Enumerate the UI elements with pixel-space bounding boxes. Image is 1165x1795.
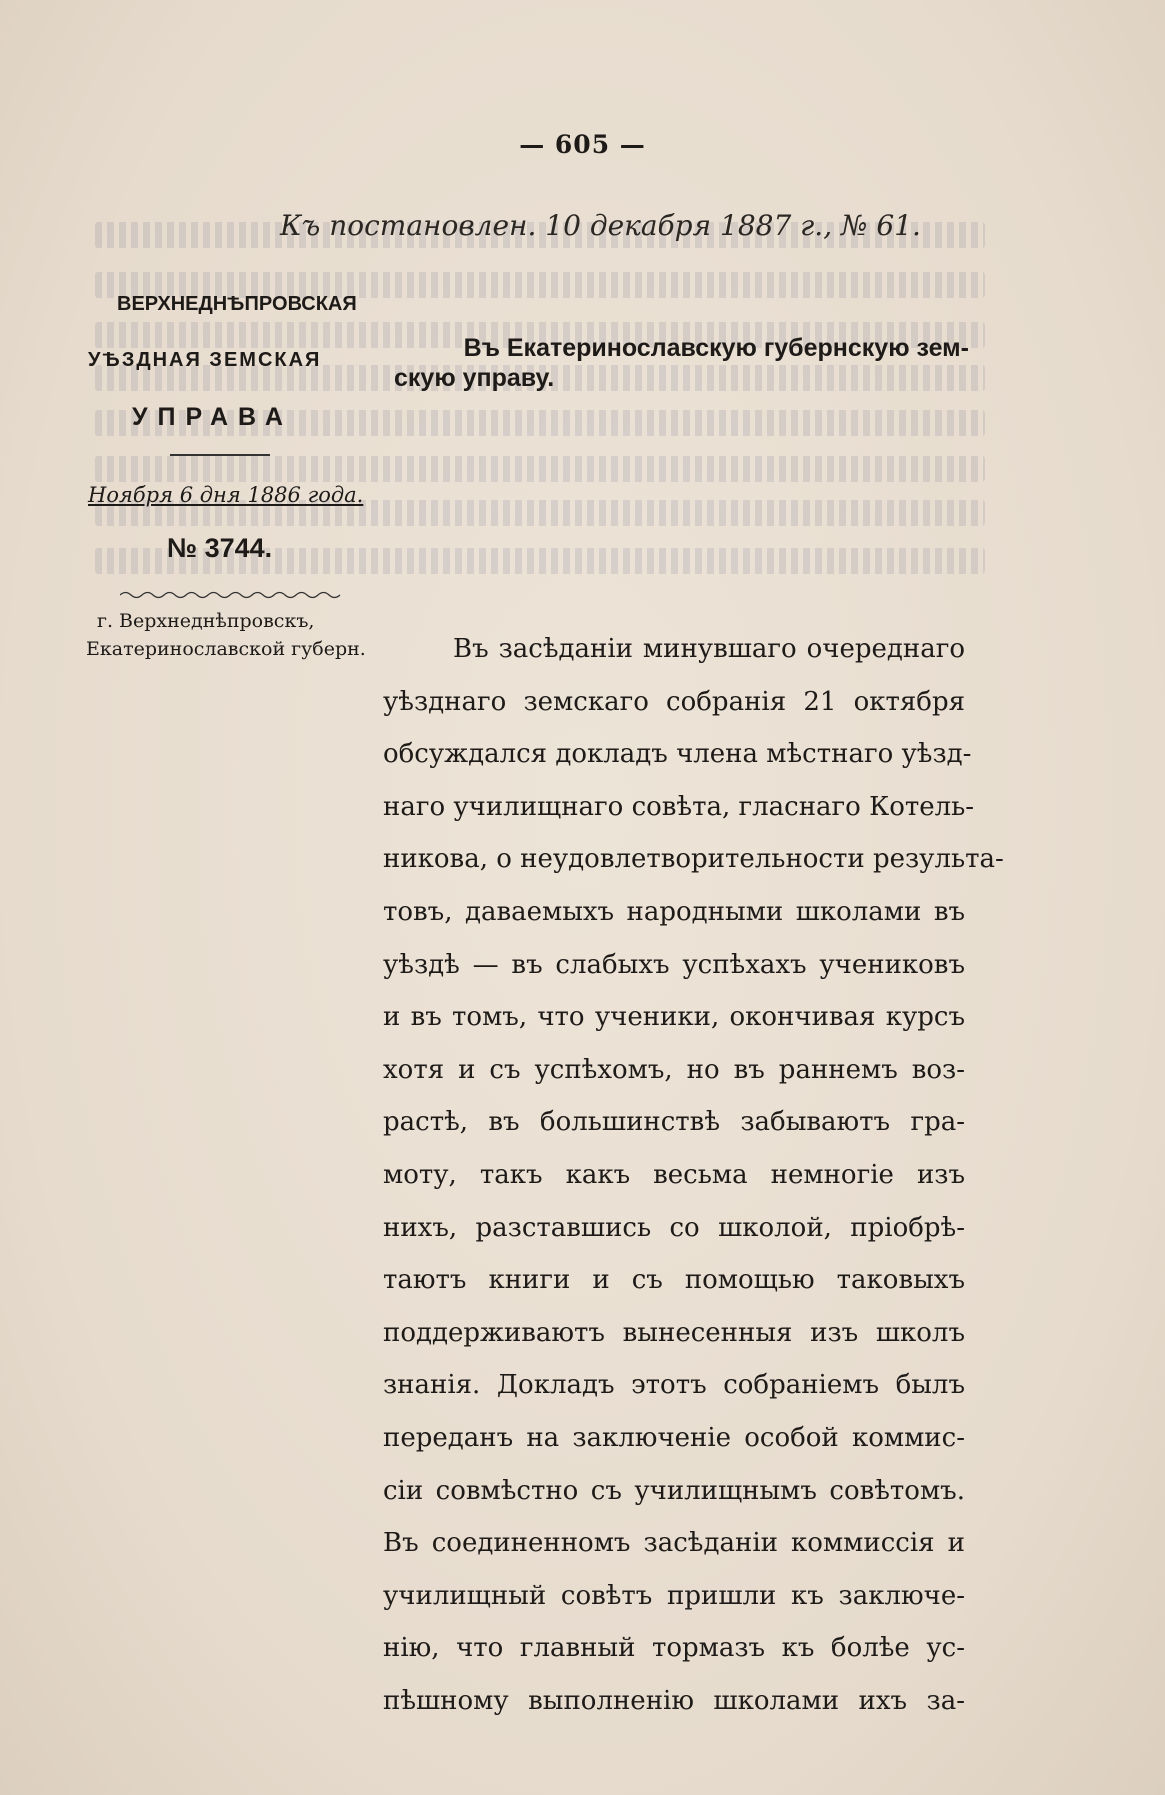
document-date: Ноября 6 дня 1886 года.: [88, 483, 364, 507]
body-line: поддерживаютъ вынесенныя изъ школъ: [383, 1317, 965, 1348]
body-line: нію, что главный тормазъ къ болѣе ус-: [383, 1633, 965, 1664]
body-line: сіи совмѣстно съ училищнымъ совѣтомъ.: [383, 1475, 965, 1506]
body-line: Въ засѣданіи минувшаго очереднаго: [453, 634, 965, 664]
addressee-line-1: Въ Екатеринославскую губернскую зем-: [463, 334, 969, 362]
sender-line-3: УПРАВА: [132, 403, 293, 431]
body-line: никова, о неудовлетворительности результа-: [383, 844, 1004, 875]
body-line: хотя и съ успѣхомъ, но въ раннемъ воз-: [383, 1054, 965, 1085]
body-line: Въ соединенномъ засѣданіи коммиссія и: [383, 1528, 965, 1559]
reference-note: Къ постановлен. 10 декабря 1887 г., № 61.: [280, 209, 921, 242]
body-line: пѣшному выполненію школами ихъ за-: [383, 1685, 965, 1716]
body-line: растѣ, въ большинствѣ забываютъ гра-: [383, 1107, 965, 1138]
body-line: таютъ книги и съ помощью таковыхъ: [383, 1265, 965, 1296]
divider: [170, 454, 270, 456]
body-line: уѣздѣ — въ слабыхъ успѣхахъ учениковъ: [383, 949, 965, 980]
body-line: нихъ, разставшись со школой, пріобрѣ-: [383, 1212, 965, 1243]
body-line: уѣзднаго земскаго собранія 21 октября: [383, 686, 965, 717]
addressee-line-2: скую управу.: [394, 364, 555, 392]
document-number: № 3744.: [167, 533, 273, 563]
body-line: и въ томъ, что ученики, окончивая курсъ: [383, 1002, 965, 1033]
body-line: моту, такъ какъ весьма немногіе изъ: [383, 1159, 965, 1190]
body-line: товъ, даваемыхъ народными школами въ: [383, 896, 965, 927]
page-number: — 605 —: [519, 130, 646, 159]
sender-line-2: УѢЗДНАЯ ЗЕМСКАЯ: [88, 349, 322, 371]
body-line: училищный совѣтъ пришли къ заключе-: [383, 1580, 965, 1611]
body-line: знанія. Докладъ этотъ собраніемъ былъ: [383, 1370, 965, 1401]
addressee: [394, 333, 969, 393]
body-line: переданъ на заключеніе особой коммис-: [383, 1422, 965, 1453]
bleed-through-line: [95, 456, 985, 482]
body-line: обсуждался докладъ члена мѣстнаго уѣзд-: [383, 739, 972, 770]
wavy-divider: [120, 590, 342, 600]
place-line-2: Екатеринославской губерн.: [86, 638, 366, 660]
sender-line-1: ВЕРХНЕДНѢПРОВСКАЯ: [117, 293, 357, 315]
place-line-1: г. Верхнеднѣпровскъ,: [97, 610, 315, 632]
body-line: наго училищнаго совѣта, гласнаго Котель-: [383, 791, 975, 822]
letter-body: [383, 628, 1004, 1732]
